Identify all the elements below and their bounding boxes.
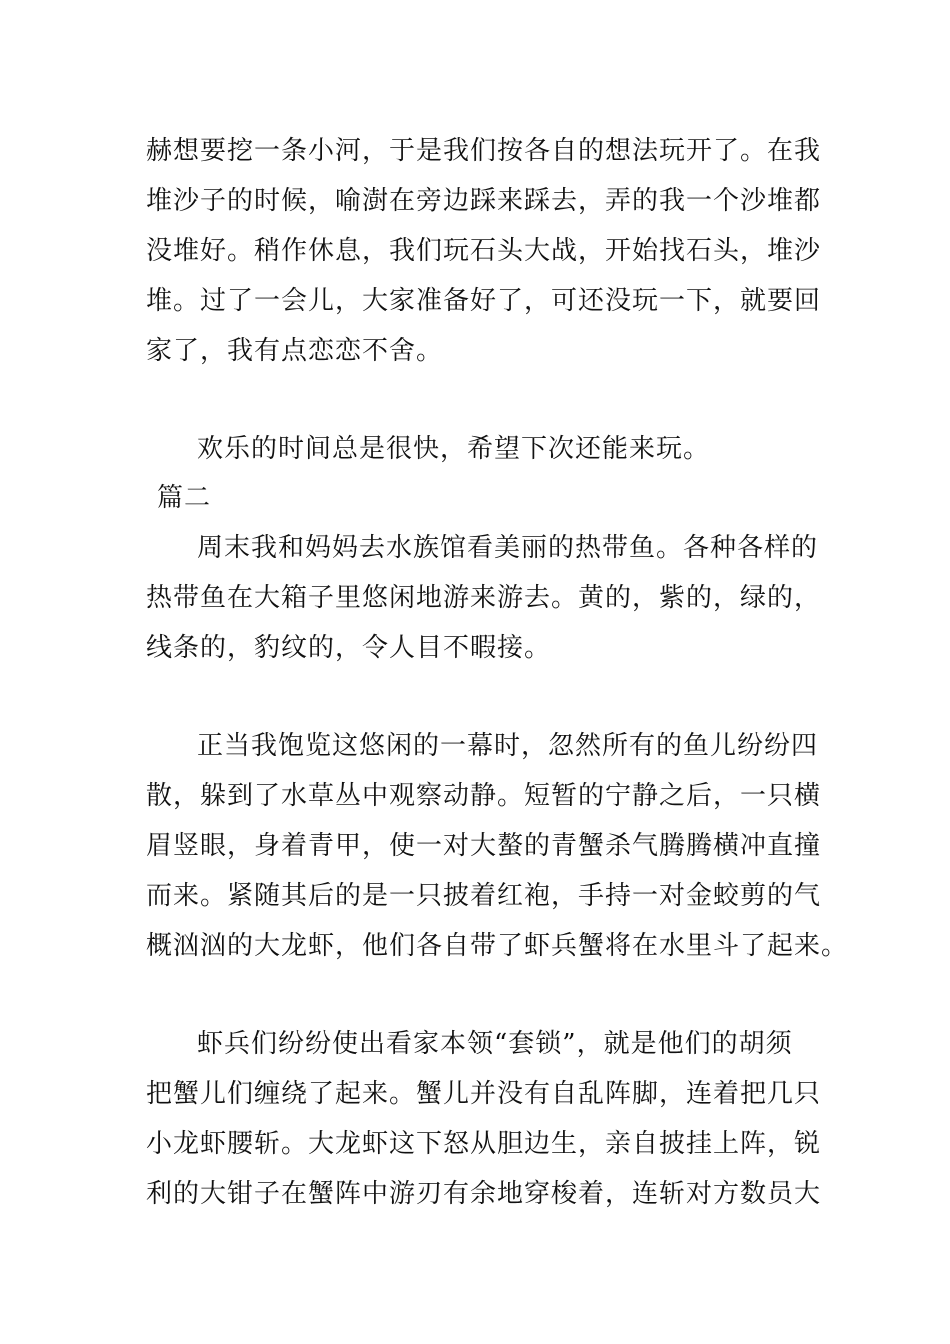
text-line: 利的大钳子在蟹阵中游刃有余地穿梭着，连斩对方数员大 <box>146 1179 822 1209</box>
text-line: 堆沙子的时候，喻澍在旁边踩来踩去，弄的我一个沙堆都 <box>146 186 822 216</box>
text-line: 眉竖眼，身着青甲，使一对大螯的青蟹杀气腾腾横冲直撞 <box>146 831 822 861</box>
text-line: 家了，我有点恋恋不舍。 <box>146 336 444 366</box>
paragraph-start: 周末我和妈妈去水族馆看美丽的热带鱼。各种各样的 <box>197 533 819 563</box>
paragraph-start: 欢乐的时间总是很快，希望下次还能来玩。 <box>197 434 711 464</box>
text-line: 而来。紧随其后的是一只披着红袍，手持一对金蛟剪的气 <box>146 881 822 911</box>
text-line: 散，躲到了水草丛中观察动静。短暂的宁静之后，一只横 <box>146 781 822 811</box>
text-line: 把蟹儿们缠绕了起来。蟹儿并没有自乱阵脚，连着把几只 <box>146 1079 822 1109</box>
text-line: 小龙虾腰斩。大龙虾这下怒从胆边生，亲自披挂上阵，锐 <box>146 1129 822 1159</box>
text-line: 赫想要挖一条小河，于是我们按各自的想法玩开了。在我 <box>146 136 822 166</box>
text-line: 没堆好。稍作休息，我们玩石头大战，开始找石头，堆沙 <box>146 236 822 266</box>
paragraph-start: 正当我饱览这悠闲的一幕时，忽然所有的鱼儿纷纷四 <box>197 731 819 761</box>
text-line: 线条的，豹纹的，令人目不暇接。 <box>146 633 552 663</box>
section-heading: 篇二 <box>157 483 212 513</box>
text-line: 概汹汹的大龙虾，他们各自带了虾兵蟹将在水里斗了起来。 <box>146 931 849 961</box>
text-line: 堆。过了一会儿，大家准备好了，可还没玩一下，就要回 <box>146 286 822 316</box>
paragraph-start: 虾兵们纷纷使出看家本领“套锁”，就是他们的胡须 <box>197 1029 793 1059</box>
text-line: 热带鱼在大箱子里悠闲地游来游去。黄的，紫的，绿的， <box>146 583 822 613</box>
